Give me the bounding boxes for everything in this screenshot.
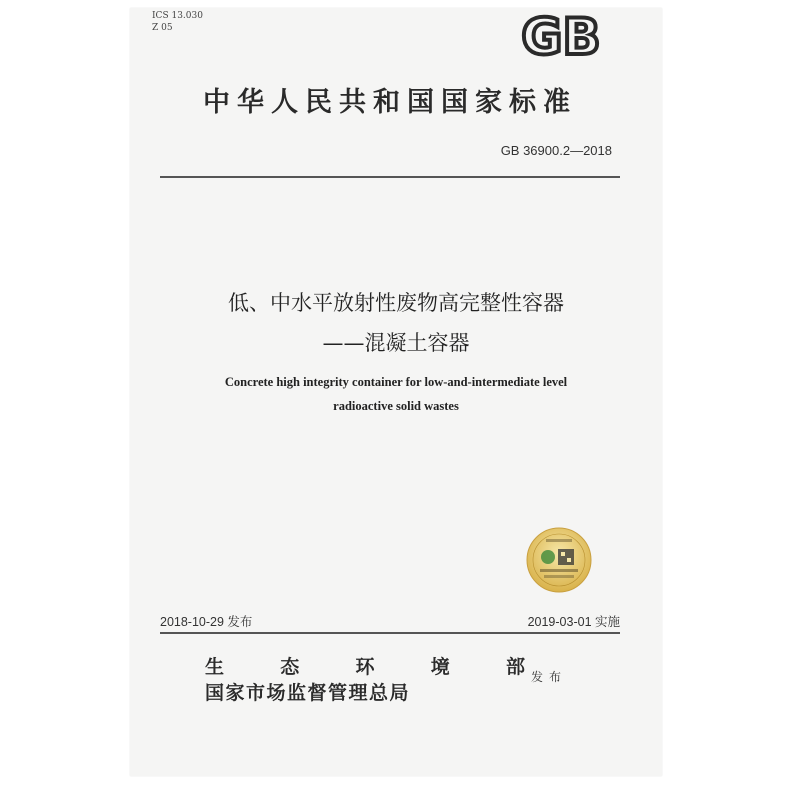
footer-divider	[160, 632, 620, 634]
gb-logo	[506, 8, 616, 62]
standard-code: GB 36900.2—2018	[500, 143, 612, 158]
issuer-char: 环	[355, 656, 375, 678]
anti-counterfeit-seal-icon	[526, 527, 592, 593]
header-divider	[160, 176, 620, 178]
issuer-char: 生	[205, 656, 225, 678]
issuer-char: 态	[280, 656, 300, 678]
english-title-line2: radioactive solid wastes	[333, 399, 459, 413]
english-title-line1: Concrete high integrity container for low-and-intermediate level	[224, 375, 568, 389]
issue-date: 2018-10-29 发布	[160, 615, 253, 629]
issuer-administration: 国家市场监督管理总局	[205, 682, 411, 704]
issue-label: 发布	[531, 670, 568, 684]
chinese-title-line1: 低、中水平放射性废物高完整性容器	[228, 291, 564, 315]
english-title	[130, 370, 662, 418]
classification-codes	[152, 10, 203, 34]
implementation-date: 2019-03-01 实施	[527, 615, 620, 629]
svg-text:GB: GB	[521, 8, 601, 62]
chinese-title	[130, 283, 662, 363]
ccs-code: Z 05	[152, 23, 173, 33]
issuer-char: 境	[430, 656, 450, 678]
ics-code: ICS 13.030	[152, 11, 203, 21]
standard-title: 中华人民共和国国家标准	[203, 87, 577, 118]
issuer-char: 部	[505, 656, 525, 678]
issuer-ministry	[205, 652, 525, 679]
chinese-title-line2: ——混凝土容器	[322, 331, 470, 355]
